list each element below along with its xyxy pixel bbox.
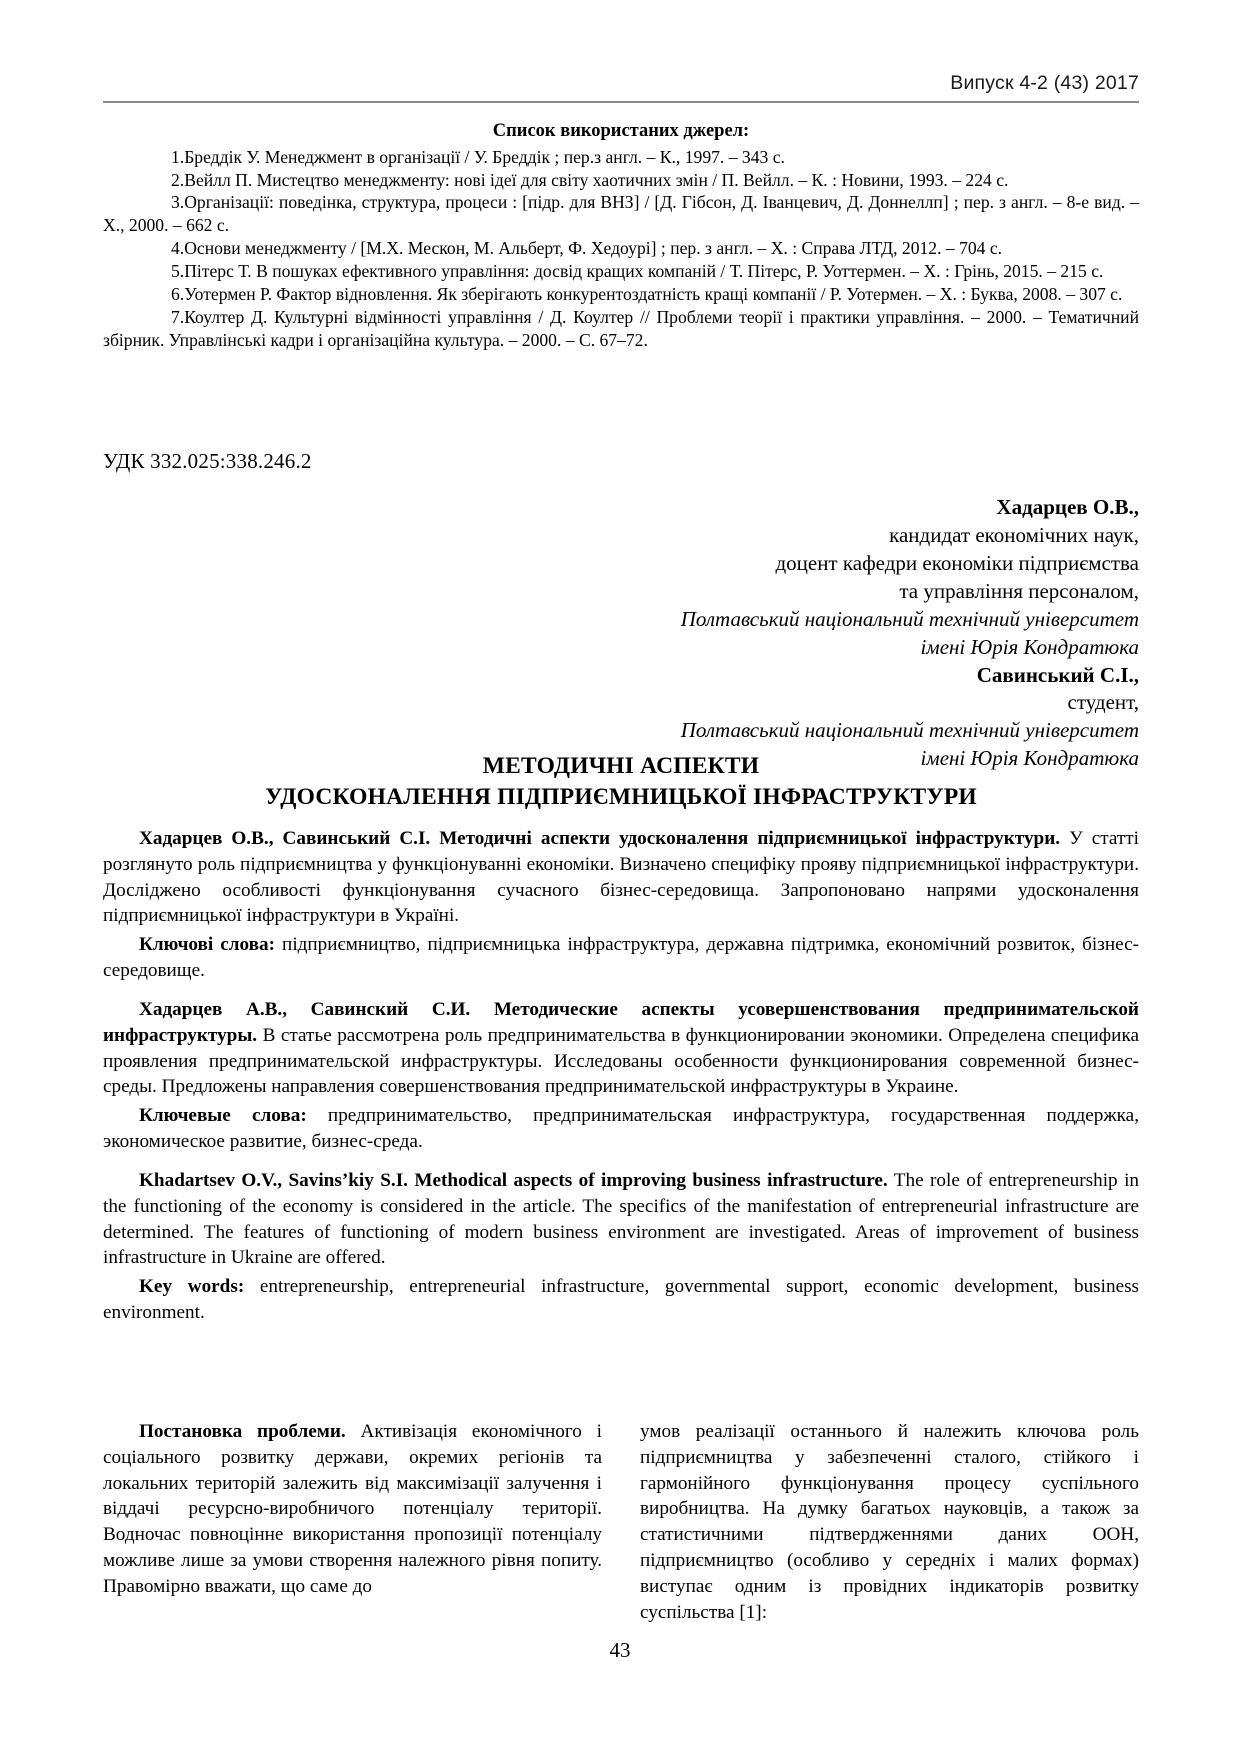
author-name: Савинський С.І., xyxy=(976,662,1139,687)
reference-text: Коултер Д. Культурні відмінності управління / Д. Коултер // Проблеми теорії і практики управління. – 2000. – Тематичний збірник. Управлінські кадри і організаційна культура. – 2000. – С. 67–72. xyxy=(103,306,1139,350)
keywords-ru xyxy=(103,1103,1139,1155)
reference-item xyxy=(103,146,1139,169)
page-number: 43 xyxy=(609,1638,631,1662)
article-title-line2: УДОСКОНАЛЕННЯ ПІДПРИЄМНИЦЬКОЇ ІНФРАСТРУКТУРИ xyxy=(265,784,977,811)
reference-number: 7. xyxy=(171,306,185,327)
author-affiliation-line2: імені Юрія Кондратюка xyxy=(920,634,1139,659)
abstract-ru-body: В статье рассмотрена роль предпринимательства в функционировании экономики. Определена специфика проявления предпринимательской инфраструктуры. Исследованы особенности функционирования современной бизнес-среды. Предложены направления совершенствования предпринимательской инфраструктуры в Украине. xyxy=(103,1024,1139,1098)
authors-block xyxy=(439,494,1139,773)
author-affiliation-line1: Полтавський національний технічний університет xyxy=(680,606,1139,631)
references-section xyxy=(103,120,1139,351)
article-title-line1: МЕТОДИЧНІ АСПЕКТИ xyxy=(482,753,760,779)
author-degree: студент, xyxy=(1067,690,1139,715)
abstract-ru xyxy=(103,997,1139,1100)
keywords-en xyxy=(103,1274,1139,1326)
abstract-en-lead: Khadartsev O.V., Savins’kiy S.I. Methodical aspects of improving business infrastructure. xyxy=(139,1169,888,1191)
reference-text: Основи менеджменту / [М.Х. Мескон, М. Альберт, Ф. Хедоурі] ; пер. з англ. – Х. : Справа ЛТД, 2012. – 704 с. xyxy=(184,238,1003,259)
reference-item xyxy=(103,191,1139,237)
author-name: Хадарцев О.В., xyxy=(996,495,1139,519)
reference-number: 3. xyxy=(171,192,185,213)
keywords-en-list: entrepreneurship, entrepreneurial infrastructure, governmental support, economic development, business environment. xyxy=(103,1276,1140,1324)
article-title xyxy=(103,751,1139,813)
reference-number: 5. xyxy=(171,260,185,281)
reference-text: Бреддік У. Менеджмент в організації / У. Бреддік ; пер.з англ. – К., 1997. – 343 с. xyxy=(184,146,785,167)
author-position-line1: доцент кафедри економіки підприємства xyxy=(775,550,1139,575)
issue-label: Випуск 4-2 (43) 2017 xyxy=(950,72,1139,94)
body-column-left xyxy=(103,1419,602,1626)
running-head xyxy=(103,72,1139,103)
reference-number: 1. xyxy=(171,146,185,167)
body-columns xyxy=(103,1419,1139,1626)
reference-item xyxy=(103,283,1139,306)
problem-statement-paragraph xyxy=(103,1419,602,1600)
reference-item xyxy=(103,169,1139,192)
author-position-line2: та управління персоналом, xyxy=(899,578,1139,603)
body-continuation-paragraph: умов реалізації останнього й належить ключова роль підприємництва у забезпеченні сталого, стійкого і гармонійного функціонування процесу суспільного виробництва. На думку багатьох науковців, а також за статистичними підтвердженнями даних ООН, підприємництво (особливо у середніх і малих формах) виступає одним із провідних індикаторів розвитку суспільства [1]: xyxy=(640,1421,1139,1623)
author-entry xyxy=(439,494,1139,662)
reference-text: Пітерс Т. В пошуках ефективного управління: досвід кращих компаній / Т. Пітерс, Р. Уоттермен. – Х. : Грінь, 2015. – 215 с. xyxy=(184,260,1104,281)
reference-number: 6. xyxy=(171,283,185,304)
reference-text: Уотермен Р. Фактор відновлення. Як зберігають конкурентоздатність кращі компанії / Р. Уотермен. – Х. : Буква, 2008. – 307 с. xyxy=(184,283,1123,304)
abstract-uk xyxy=(103,826,1139,929)
reference-item xyxy=(103,260,1139,283)
reference-item xyxy=(103,306,1139,352)
abstract-uk-body: У статті розглянуто роль підприємництва у функціонуванні економіки. Визначено специфіку прояву підприємницької інфраструктури. Досліджено особливості функціонування сучасного бізнес-середовища. Запропоновано напрями удосконалення підприємницької інфраструктури в Україні. xyxy=(103,828,1139,927)
reference-text: Вейлл П. Мистецтво менеджменту: нові ідеї для світу хаотичних змін / П. Вейлл. – К. : Новини, 1993. – 224 с. xyxy=(184,169,1009,190)
reference-text: Організації: поведінка, структура, процеси : [підр. для ВНЗ] / [Д. Гібсон, Д. Іванцевич, Д. Доннеллп] ; пер. з англ. – 8-е вид. – Х., 2000. – 662 с. xyxy=(103,192,1139,236)
keywords-uk xyxy=(103,932,1139,984)
keywords-uk-list: підприємництво, підприємницька інфраструктура, державна підтримка, економічний розвиток, бізнес-середовище. xyxy=(103,934,1140,982)
body-column-right xyxy=(640,1419,1139,1626)
udc-code: УДК 332.025:338.246.2 xyxy=(103,449,312,473)
abstract-ru-lead: Хадарцев А.В., Савинский С.И. Методические аспекты усовершенствования предпринимательской инфраструктуры. xyxy=(103,998,1139,1046)
author-affiliation-line2: імені Юрія Кондратюка xyxy=(920,746,1139,771)
problem-statement-text: Активізація економічного і соціального розвитку держави, окремих регіонів та локальних територій залежить від максимізації залучення і віддачі ресурсно-виробничого потенціалу території. Водночас повноцінне використання пропозиції потенціалу можливе лише за умови створення належного рівня попиту. Правомірно вважати, що саме до xyxy=(103,1421,603,1597)
author-affiliation-line1: Полтавський національний технічний університет xyxy=(680,718,1139,743)
references-heading: Список використаних джерел: xyxy=(492,121,750,141)
reference-item xyxy=(103,237,1139,260)
abstract-uk-lead: Хадарцев О.В., Савинський С.І. Методичні аспекти удосконалення підприємницької інфраструктури. xyxy=(139,828,1061,849)
reference-number: 2. xyxy=(171,169,185,190)
keywords-ru-label: Ключевые слова: xyxy=(139,1105,307,1127)
keywords-en-label: Key words: xyxy=(139,1276,245,1298)
abstract-en xyxy=(103,1168,1139,1271)
abstracts-section xyxy=(103,826,1139,1329)
abstract-en-body: The role of entrepreneurship in the functioning of the economy is considered in the article. The specifics of the manifestation of entrepreneurial infrastructure are determined. The features of functioning of modern business environment are investigated. Areas of improvement of business infrastructure in Ukraine are offered. xyxy=(103,1169,1139,1269)
author-degree: кандидат економічних наук, xyxy=(889,522,1139,547)
reference-number: 4. xyxy=(171,238,185,259)
problem-statement-lead: Постановка проблеми. xyxy=(139,1421,346,1442)
header-divider xyxy=(103,101,1139,103)
keywords-uk-label: Ключові слова: xyxy=(139,934,276,956)
keywords-ru-list: предпринимательство, предпринимательская инфраструктура, государственная поддержка, экономическое развитие, бизнес-среда. xyxy=(103,1105,1139,1153)
